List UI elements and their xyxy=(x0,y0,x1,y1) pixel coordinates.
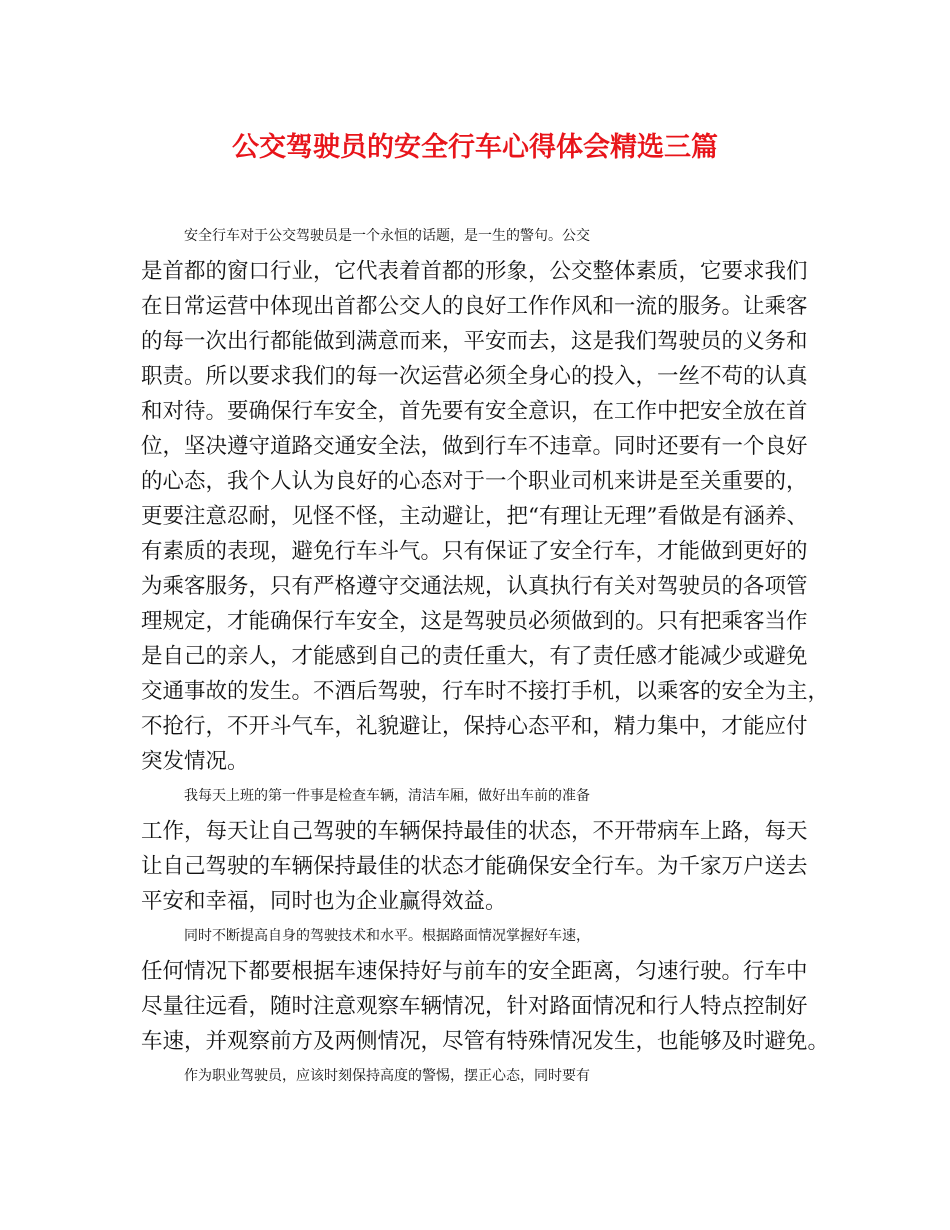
text-line: 的心态，我个人认为良好的心态对于一个职业司机来讲是至关重要的， xyxy=(141,469,808,494)
text-line: 安全行车对于公交驾驶员是一个永恒的话题，是一生的警句。公交 xyxy=(184,228,590,244)
text-line: 工作，每天让自己驾驶的车辆保持最佳的状态，不开带病车上路，每天 xyxy=(141,819,808,844)
text-line: 尽量往远看，随时注意观察车辆情况，针对路面情况和行人特点控制好 xyxy=(141,994,808,1019)
text-line: 更要注意忍耐，见怪不怪，主动避让，把“有理让无理”看做是有涵养、 xyxy=(141,504,808,529)
text-line: 和对待。要确保行车安全，首先要有安全意识，在工作中把安全放在首 xyxy=(141,399,808,424)
text-line: 的每一次出行都能做到满意而来，平安而去，这是我们驾驶员的义务和 xyxy=(141,329,808,354)
text-line: 有素质的表现，避免行车斗气。只有保证了安全行车，才能做到更好的 xyxy=(141,539,808,564)
text-line: 理规定，才能确保行车安全，这是驾驶员必须做到的。只有把乘客当作 xyxy=(141,609,808,634)
document-title: 公交驾驶员的安全行车心得体会精选三篇 xyxy=(232,132,718,163)
text-line: 不抢行，不开斗气车，礼貌避让，保持心态平和，精力集中，才能应付 xyxy=(141,714,808,739)
text-line: 任何情况下都要根据车速保持好与前车的安全距离，匀速行驶。行车中 xyxy=(141,959,808,984)
text-line: 我每天上班的第一件事是检查车辆，清洁车厢，做好出车前的准备 xyxy=(184,788,590,804)
text-line: 是自己的亲人，才能感到自己的责任重大，有了责任感才能减少或避免 xyxy=(141,644,808,669)
text-line: 突发情况。 xyxy=(141,749,249,774)
text-line: 在日常运营中体现出首都公交人的良好工作作风和一流的服务。让乘客 xyxy=(141,294,808,319)
text-line: 职责。所以要求我们的每一次运营必须全身心的投入，一丝不苟的认真 xyxy=(141,364,808,389)
text-line: 同时不断提高自身的驾驶技术和水平。根据路面情况掌握好车速， xyxy=(184,928,590,944)
text-line: 交通事故的发生。不酒后驾驶，行车时不接打手机，以乘客的安全为主， xyxy=(141,679,830,704)
text-line: 位，坚决遵守道路交通安全法，做到行车不违章。同时还要有一个良好 xyxy=(141,434,808,459)
text-line: 是首都的窗口行业，它代表着首都的形象，公交整体素质，它要求我们 xyxy=(141,259,808,284)
text-line: 为乘客服务，只有严格遵守交通法规，认真执行有关对驾驶员的各项管 xyxy=(141,574,808,599)
text-line: 平安和幸福，同时也为企业赢得效益。 xyxy=(141,889,507,914)
text-line: 车速，并观察前方及两侧情况，尽管有特殊情况发生，也能够及时避免。 xyxy=(141,1029,830,1054)
text-line: 作为职业驾驶员，应该时刻保持高度的警惕，摆正心态，同时要有 xyxy=(184,1068,590,1084)
text-line: 让自己驾驶的车辆保持最佳的状态才能确保安全行车。为千家万户送去 xyxy=(141,854,808,879)
